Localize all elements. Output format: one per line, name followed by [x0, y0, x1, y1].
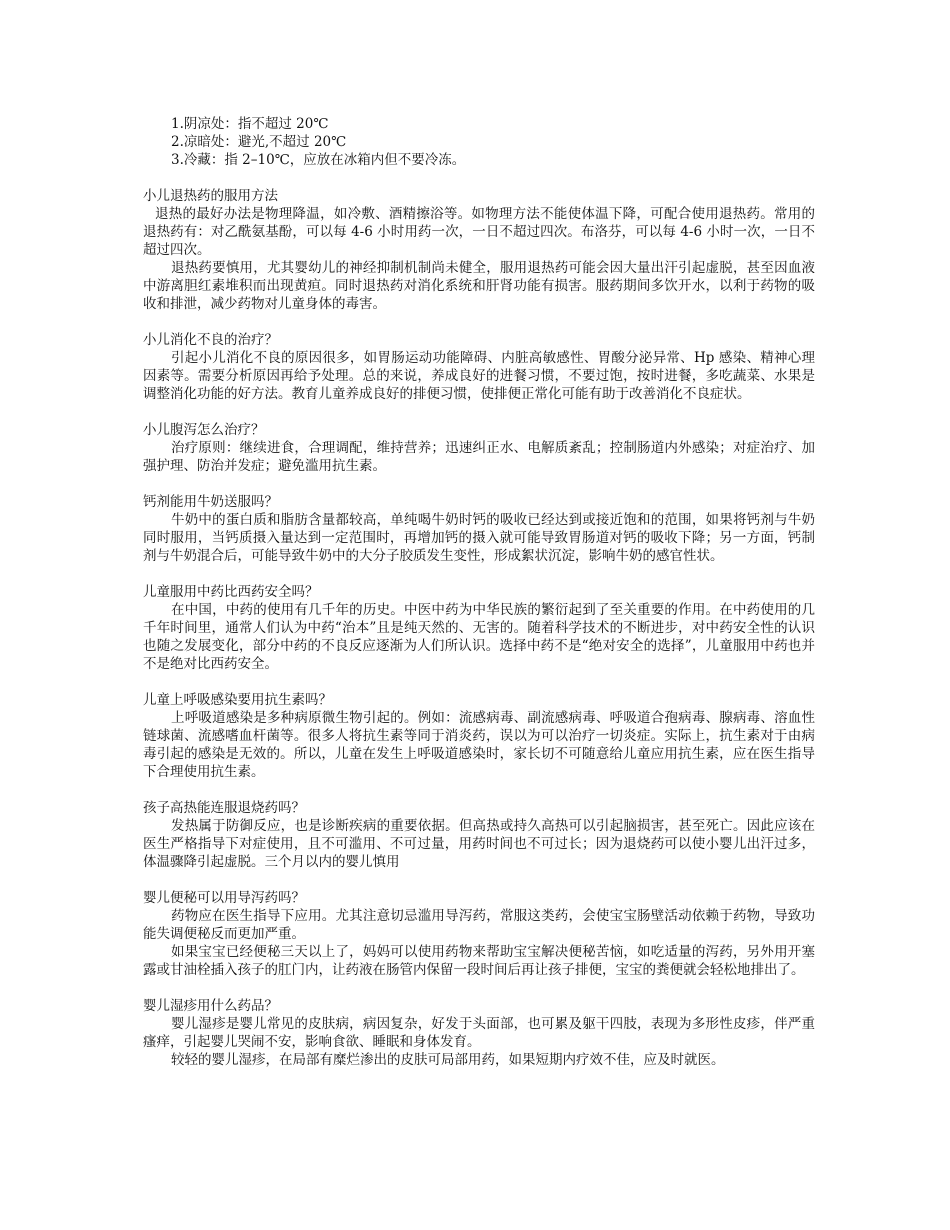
section-title: 儿童上呼吸感染要用抗生素吗？: [143, 692, 332, 708]
section-indigestion: [143, 331, 815, 403]
section-paragraph: 退热的最好办法是物理降温，如冷敷、酒精擦浴等。如物理方法不能使体温下降，可配合使用退热药。常用的退热药有：对乙酰氨基酚，可以每 4-6 小时用药一次，一日不超过四次。布洛芬，可以每 4-6 小时一次，一日不超过四次。: [143, 206, 815, 258]
section-paragraph: 在中国，中药的使用有几千年的历史。中医中药为中华民族的繁衍起到了至关重要的作用。在中药使用的几千年时间里，通常人们认为中药“治本”且是纯天然的、无害的。随着科学技术的不断进步，对中药安全性的认识也随之发展变化，部分中药的不良反应逐渐为人们所认识。选择中药不是“绝对安全的选择”，儿童服用中药也并不是绝对比西药安全。: [143, 602, 815, 672]
section-title: 婴儿便秘可以用导泻药吗？: [143, 890, 305, 906]
section-title: 孩子高热能连服退烧药吗？: [143, 800, 305, 816]
document-page: [143, 115, 815, 1069]
storage-item: 1.阴凉处：指不超过 20℃: [171, 116, 329, 132]
section-antibiotics: [143, 691, 815, 781]
section-paragraph: 治疗原则：继续进食，合理调配，维持营养；迅速纠正水、电解质紊乱；控制肠道内外感染；对症治疗、加强护理、防治并发症；避免滥用抗生素。: [143, 440, 815, 474]
section-paragraph: 发热属于防御反应，也是诊断疾病的重要依据。但高热或持久高热可以引起脑损害，甚至死亡。因此应该在医生严格指导下对症使用，且不可滥用、不可过量，用药时间也不可过长；因为退烧药可以使小婴儿出汗过多，体温骤降引起虚脱。三个月以内的婴儿慎用: [143, 818, 815, 870]
section-paragraph: 退热药要慎用，尤其婴幼儿的神经抑制机制尚未健全，服用退热药可能会因大量出汗引起虚脱，甚至因血液中游离胆红素堆积而出现黄疸。同时退热药对消化系统和肝肾功能有损害。服药期间多饮开水，以利于药物的吸收和排泄，减少药物对儿童身体的毒害。: [143, 260, 815, 312]
section-title: 小儿消化不良的治疗？: [143, 332, 278, 348]
section-high-fever: [143, 799, 815, 871]
section-paragraph: 上呼吸道感染是多种病原微生物引起的。例如：流感病毒、副流感病毒、呼吸道合孢病毒、腺病毒、溶血性链球菌、流感嗜血杆菌等。很多人将抗生素等同于消炎药，误以为可以治疗一切炎症。实际上，抗生素对于由病毒引起的感染是无效的。所以，儿童在发生上呼吸道感染时，家长切不可随意给儿童应用抗生素，应在医生指导下合理使用抗生素。: [143, 710, 815, 780]
section-title: 婴儿湿疹用什么药品？: [143, 998, 278, 1014]
section-chinese-medicine: [143, 583, 815, 673]
section-calcium-milk: [143, 493, 815, 565]
section-paragraph: 婴儿湿疹是婴儿常见的皮肤病，病因复杂，好发于头面部，也可累及躯干四肢，表现为多形性皮疹，伴严重瘙痒，引起婴儿哭闹不安，影响食欲、睡眠和身体发育。: [143, 1016, 815, 1050]
section-title: 小儿腹泻怎么治疗？: [143, 422, 265, 438]
section-eczema: [143, 997, 815, 1069]
section-constipation: [143, 889, 815, 979]
section-paragraph: 引起小儿消化不良的原因很多，如胃肠运动功能障碍、内脏高敏感性、胃酸分泌异常、Hp 感染、精神心理因素等。需要分析原因再给予处理。总的来说，养成良好的进餐习惯，不要过饱，按时进餐，多吃蔬菜、水果是调整消化功能的好方法。教育儿童养成良好的排便习惯，使排便正常化可能有助于改善消化不良症状。: [143, 350, 815, 402]
section-diarrhea: [143, 421, 815, 475]
section-paragraph: 药物应在医生指导下应用。尤其注意切忌滥用导泻药，常服这类药，会使宝宝肠壁活动依赖于药物，导致功能失调便秘反而更加严重。: [143, 908, 815, 942]
section-title: 儿童服用中药比西药安全吗？: [143, 584, 319, 600]
section-title: 钙剂能用牛奶送服吗？: [143, 494, 278, 510]
storage-item: 2.凉暗处：避光,不超过 20℃: [171, 134, 347, 150]
section-paragraph: 较轻的婴儿湿疹，在局部有糜烂渗出的皮肤可局部用药，如果短期内疗效不佳，应及时就医。: [171, 1052, 725, 1068]
section-title: 小儿退热药的服用方法: [143, 188, 278, 204]
section-fever-medicine: [143, 187, 815, 313]
storage-item: 3.冷藏：指 2–10℃，应放在冰箱内但不要冷冻。: [171, 152, 466, 168]
storage-list: [143, 115, 815, 169]
section-paragraph: 如果宝宝已经便秘三天以上了，妈妈可以使用药物来帮助宝宝解决便秘苦恼，如吃适量的泻药，另外用开塞露或甘油栓插入孩子的肛门内，让药液在肠管内保留一段时间后再让孩子排便，宝宝的粪便就会轻松地排出了。: [143, 944, 815, 978]
section-paragraph: 牛奶中的蛋白质和脂肪含量都较高，单纯喝牛奶时钙的吸收已经达到或接近饱和的范围，如果将钙剂与牛奶同时服用，当钙质摄入量达到一定范围时，再增加钙的摄入就可能导致胃肠道对钙的吸收下降；另一方面，钙制剂与牛奶混合后，可能导致牛奶中的大分子胶质发生变性，形成絮状沉淀，影响牛奶的感官性状。: [143, 512, 815, 564]
